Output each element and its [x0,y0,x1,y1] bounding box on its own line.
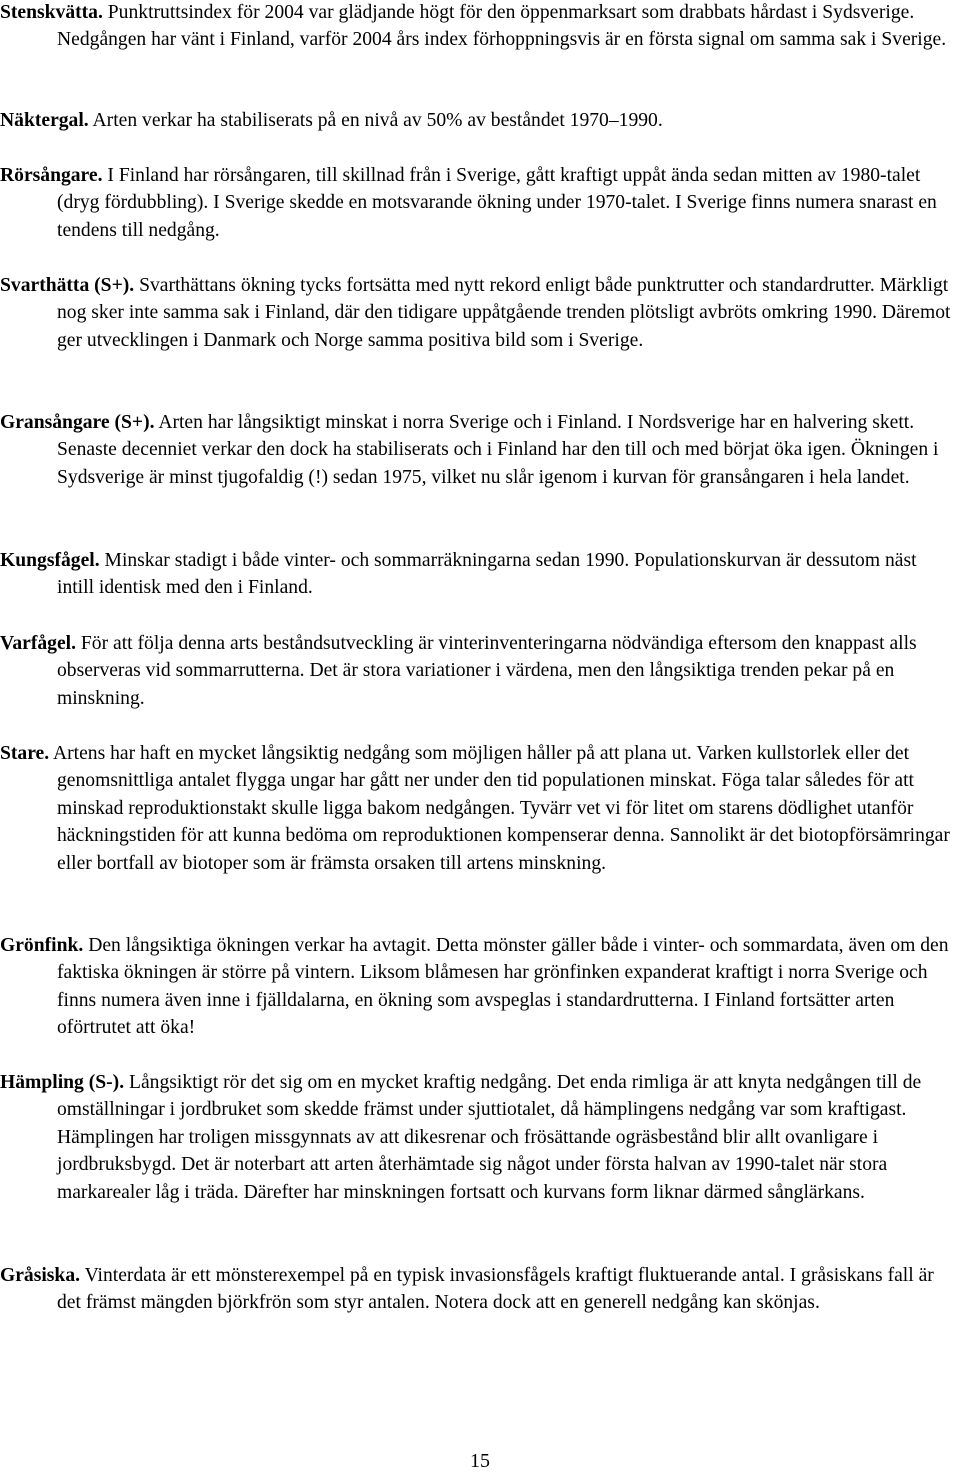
species-name: Rörsångare. [0,165,103,186]
species-entry-stare [0,740,958,877]
species-text: Svarthättans ökning tycks fortsätta med nytt rekord enligt både punktrutter och standardrutter. Märkligt nog sker inte samma sak i Finland, där den tidigare uppåtgående trenden plötsligt avbröts omkring 1990. Däremot ger utvecklingen i Danmark och Norge samma positiva bild som i Sverige. [57,275,951,351]
species-entry-rorsangare [0,162,958,244]
species-text: Artens har haft en mycket långsiktig nedgång som möjligen håller på att plana ut. Varken kullstorlek eller det genomsnittliga antalet flygga ungar har gått ner under den tid populationen minskat. Föga talar således för att minskad reproduktionstakt skulle ligga bakom nedgången. Tyvärr vet vi för litet om starens dödlighet utanför häckningstiden för att kunna bedöma om reproduktionen kompenserar denna. Sannolikt är det biotopförsämringar eller bortfall av biotoper som är främsta orsaken till artens minskning. [49,743,950,874]
species-entry-kungsfagel [0,547,958,602]
species-text: För att följa denna arts beståndsutveckling är vinterinventeringarna nödvändiga eftersom den knappast alls observeras vid sommarrutterna. Det är stora variationer i värdena, men den långsiktiga trenden pekar på en minskning. [57,633,917,709]
species-name: Gransångare (S+). [0,412,155,433]
species-name: Svarthätta (S+). [0,275,135,296]
species-text: Den långsiktiga ökningen verkar ha avtagit. Detta mönster gäller både i vinter- och sommardata, även om den faktiska ökningen är större på vintern. Liksom blåmesen har grönfinken expanderat kraftigt i norra Sverige och finns numera även inne i fjälldalarna, en ökning som avspeglas i standardrutterna. I Finland fortsätter arten oförtrutet att öka! [57,935,949,1039]
species-entry-gronfink [0,932,958,1042]
species-name: Hämpling (S-). [0,1072,125,1093]
species-text: Arten har långsiktigt minskat i norra Sverige och i Finland. I Nordsverige har en halvering skett. Senaste decenniet verkar den dock ha stabiliserats och i Finland har den till och med börjat öka igen. Ökningen i Sydsverige är minst tjugofaldig (!) sedan 1975, vilket nu slår igenom i kurvan för gransångaren i hela landet. [57,412,939,488]
species-name: Näktergal. [0,110,89,131]
species-name: Stare. [0,743,50,764]
species-name: Varfågel. [0,633,77,654]
species-text: Arten verkar ha stabiliserats på en nivå av 50% av beståndet 1970–1990. [88,110,663,131]
species-entry-stenskvatta [0,0,958,54]
species-text: Långsiktigt rör det sig om en mycket kraftig nedgång. Det enda rimliga är att knyta nedgången till de omställningar i jordbruket som skedde främst under sjuttiotalet, då hämplingens nedgång var som kraftigast. Hämplingen har troligen missgynnats av att dikesrenar och frösättande ogräsbestånd blir allt ovanligare i jordbruksbygd. Det är noterbart att arten återhämtade sig något under första halvan av 1990-talet när stora markarealer låg i träda. Därefter har minskningen fortsatt och kurvans form liknar därmed sånglärkans. [57,1072,922,1203]
page-number: 15 [470,1450,490,1472]
species-name: Kungsfågel. [0,550,100,571]
species-text: Vinterdata är ett mönsterexempel på en typisk invasionsfågels kraftigt fluktuerande antal. I gråsiskans fall är det främst mängden björkfrön som styr antalen. Notera dock att en generell nedgång kan skönjas. [57,1265,934,1314]
species-entry-naktergal [0,107,958,134]
species-entry-hampling [0,1069,958,1206]
species-entry-varfagel [0,630,958,712]
species-text: Punktruttsindex för 2004 var glädjande högt för den öppenmarksart som drabbats hårdast i Sydsverige. Nedgången har vänt i Finland, varför 2004 års index förhoppningsvis är en första signal om samma sak i Sverige. [57,2,947,51]
species-text: I Finland har rörsångaren, till skillnad från i Sverige, gått kraftigt uppåt ända sedan mitten av 1980-talet (dryg fördubbling). I Sverige skedde en motsvarande ökning under 1970-talet. I Sverige finns numera snarast en tendens till nedgång. [57,165,937,241]
species-entry-gransangare [0,409,958,491]
species-text: Minskar stadigt i både vinter- och sommarräkningarna sedan 1990. Populationskurvan är dessutom näst intill identisk med den i Finland. [57,550,917,599]
species-entry-svarthatta [0,272,958,354]
species-name: Grönfink. [0,935,84,956]
species-name: Stenskvätta. [0,2,103,23]
species-name: Gråsiska. [0,1265,81,1286]
species-entry-grasiska [0,1262,958,1317]
